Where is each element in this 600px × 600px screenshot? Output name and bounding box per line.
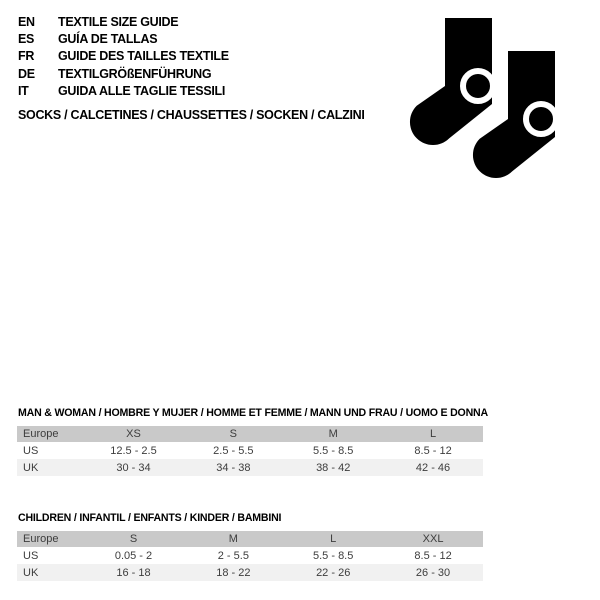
- adults-table-title: MAN & WOMAN / HOMBRE Y MUJER / HOMME ET FEMME / MANN UND FRAU / UOMO E DONNA: [18, 407, 488, 419]
- adults-size-table: [17, 426, 483, 476]
- size-value: 2.5 - 5.5: [213, 444, 254, 457]
- header-cell-size: S: [129, 533, 138, 545]
- row-label: US: [23, 549, 39, 562]
- size-value: 22 - 26: [316, 566, 351, 579]
- header-cell-size: M: [228, 533, 238, 545]
- header-cell-size: XS: [126, 428, 141, 440]
- children-size-table: [17, 531, 483, 581]
- size-value: 8.5 - 12: [414, 549, 452, 562]
- language-row-en: [18, 14, 229, 31]
- language-label: GUIDE DES TAILLES TEXTILE: [58, 49, 229, 64]
- language-label: GUÍA DE TALLAS: [58, 32, 158, 47]
- row-label: US: [23, 444, 39, 457]
- language-code: EN: [18, 15, 35, 29]
- table-header-row: [17, 531, 483, 547]
- header-cell-region: Europe: [23, 428, 59, 440]
- header-cell-size: S: [229, 428, 238, 440]
- language-code: FR: [18, 49, 35, 64]
- size-value: 2 - 5.5: [217, 549, 249, 562]
- language-label: TEXTILE SIZE GUIDE: [58, 15, 179, 29]
- header-cell-size: L: [429, 428, 437, 440]
- size-value: 0.05 - 2: [114, 549, 153, 562]
- table-row-us: [17, 547, 483, 564]
- language-code: IT: [18, 83, 29, 98]
- size-value: 34 - 38: [216, 461, 251, 474]
- language-code: ES: [18, 32, 35, 47]
- size-value: 18 - 22: [216, 566, 251, 579]
- header-cell-size: L: [330, 533, 337, 545]
- size-value: 5.5 - 8.5: [313, 549, 354, 562]
- table-header-row: [17, 426, 483, 442]
- language-label: TEXTILGRÖßENFÜHRUNG: [58, 66, 212, 81]
- size-value: 26 - 30: [415, 566, 451, 579]
- size-value: 38 - 42: [316, 461, 351, 474]
- language-row-fr: [18, 48, 229, 65]
- table-row-us: [17, 442, 483, 459]
- size-value: 16 - 18: [116, 566, 151, 579]
- table-row-uk: [17, 564, 483, 581]
- size-value: 42 - 46: [415, 461, 451, 474]
- language-row-de: [18, 66, 229, 83]
- socks-icon: [395, 5, 565, 190]
- size-value: 30 - 34: [116, 461, 151, 474]
- sock-shape: [410, 18, 492, 145]
- language-list: [18, 14, 229, 100]
- children-table-title: CHILDREN / INFANTIL / ENFANTS / KINDER / BAMBINI: [18, 512, 282, 524]
- row-label: UK: [23, 461, 39, 474]
- table-row-uk: [17, 459, 483, 476]
- size-value: 12.5 - 2.5: [110, 444, 157, 457]
- row-label: UK: [23, 566, 39, 579]
- header-cell-size: XXL: [422, 533, 444, 545]
- language-label: GUIDA ALLE TAGLIE TESSILI: [58, 83, 226, 98]
- header-cell-size: M: [328, 428, 338, 440]
- category-title: SOCKS / CALCETINES / CHAUSSETTES / SOCKEN / CALZINI: [18, 108, 365, 122]
- language-row-it: [18, 83, 229, 100]
- header-cell-region: Europe: [23, 533, 59, 545]
- language-code: DE: [18, 66, 35, 81]
- language-row-es: [18, 31, 229, 48]
- size-value: 5.5 - 8.5: [313, 444, 354, 457]
- size-value: 8.5 - 12: [414, 444, 452, 457]
